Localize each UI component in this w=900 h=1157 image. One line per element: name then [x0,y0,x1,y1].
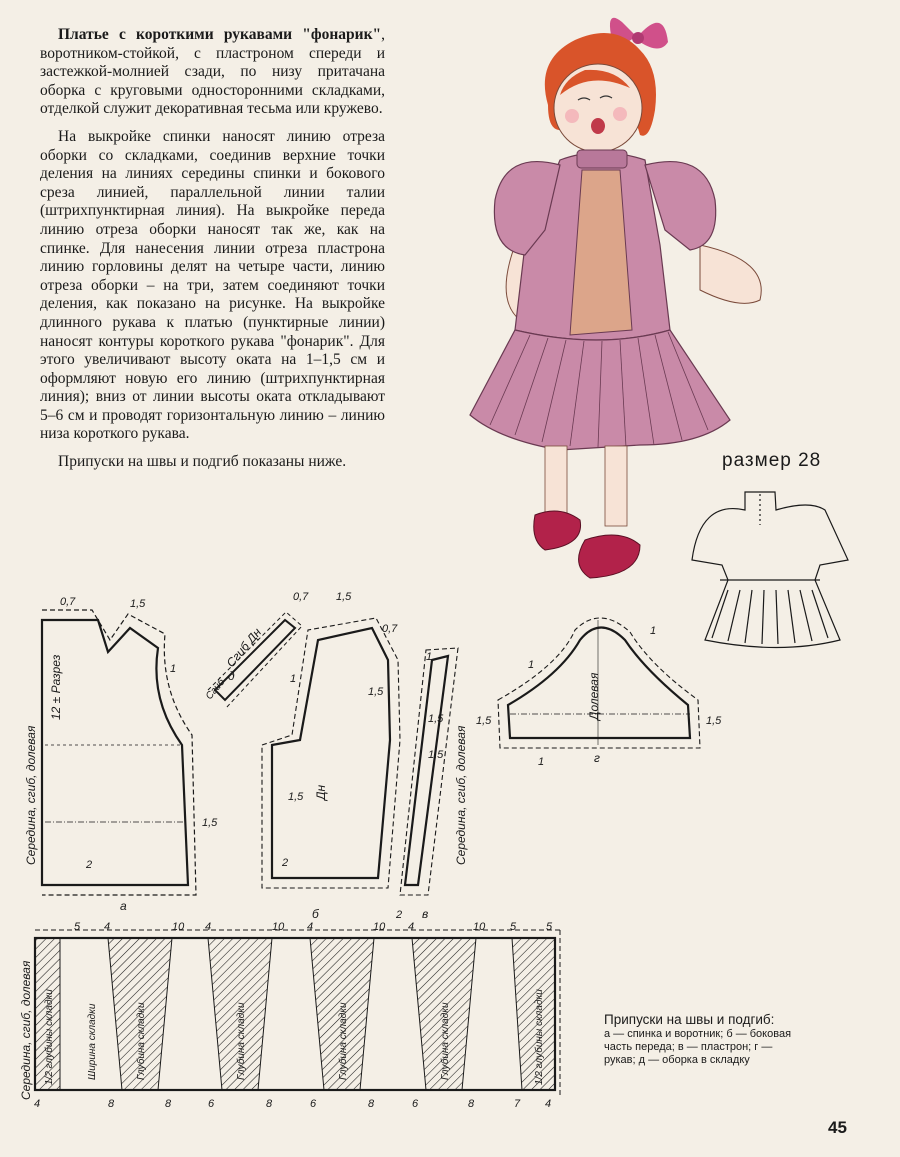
allowance-15-front-top: 1,5 [336,591,352,603]
ruffle-top-num: 4 [104,921,111,933]
slit-label: 12 ± Разрез [49,654,63,720]
ruffle-top-num: 4 [408,921,415,933]
allowance-15-plastron-2: 1,5 [428,749,444,761]
allowance-1-sleeve-right: 1 [650,625,657,637]
allowance-2-plastron: 2 [396,909,403,921]
piece-letter-v: в [422,907,429,921]
allowance-15-front-side: 1,5 [368,686,384,698]
ruffle-top-num: 5 [546,921,553,933]
size-label: размер 28 [722,450,822,471]
ruffle-top-num: 5 [510,921,517,933]
ruffle-bottom-num: 8 [468,1098,475,1110]
ruffle-top-num: 4 [307,921,314,933]
ruffle-top-num: 5 [74,921,81,933]
article-para-3: Припуски на швы и подгиб показаны ниже. [58,453,347,471]
ruffle-bottom-num: 8 [108,1098,115,1110]
collar-fold-label-2: Сгиб [203,676,228,702]
allowance-2-front: 2 [282,857,289,869]
ruffle-bottom-numbers [34,1098,551,1110]
ruffle-top-numbers [74,921,553,933]
piece-letter-d: д [228,669,235,683]
figure-caption [604,1013,794,1067]
plastron-fold-label: Середина, сгиб, долевая [454,725,468,865]
pattern-piece-plastron [400,648,458,895]
caption-title: Припуски на швы и подгиб: [604,1012,775,1027]
allowance-1-back: 1 [170,663,177,675]
sleeve-grain-label: Долевая [587,672,601,720]
allowance-07-back: 0,7 [60,596,76,608]
allowance-1-sleeve-bottom: 1 [538,756,545,768]
ruffle-top-num: 10 [373,921,386,933]
ruffle-bottom-num: 6 [412,1098,419,1110]
ruffle-half-depth-label-left: 1/2 глубины складки [44,989,55,1085]
ruffle-depth-label-4: Глубина складки [440,1002,451,1080]
ruffle-half-depth-label-right: 1/2 глубины складки [534,989,545,1085]
ruffle-bottom-num: 8 [368,1098,375,1110]
piece-letter-b: б [312,907,319,921]
piece-letter-a: а [120,899,127,913]
page-number: 45 [828,1118,847,1137]
article-para-2: На выкройке спинки наносят линию отреза оборки со складками, соединив верхние точки деления на линиях середины спинки и бокового среза линией, параллельной линии талии (штрихпунктирная линия). На выкройке переда линию отреза оборки наносят так же, как на спинке. Для нанесения линии отреза пластрона линию горловины делят на четыре части, линию отреза оборки – на три, затем соединяют точки деления, как показано на рисунке. На выкройке длинного рукава к платью (пунктирные линии) наносят контуры короткого рукава "фонарик". Для этого увеличивают высоту оката на 1–1,5 см и оформляют новую его линию (штрихпунктирная линия); вниз от линии высоты оката откладывают 5–6 см и проводят горизонтальную линию – линию низа короткого рукава. [40,127,385,443]
ruffle-top-num: 10 [172,921,185,933]
allowance-1-front: 1 [290,673,297,685]
allowance-15-front-centre: 1,5 [288,791,304,803]
pattern-piece-side-front [262,618,400,888]
allowance-07-collar: 0,7 [293,591,309,603]
allowance-15-back-side: 1,5 [202,817,218,829]
ruffle-bottom-num: 4 [545,1098,552,1110]
ruffle-depth-label-3: Глубина складки [338,1002,349,1080]
ruffle-bottom-num: 8 [266,1098,273,1110]
ruffle-width-label: Ширина складки [87,1003,98,1080]
ruffle-depth-label-2: Глубина складки [236,1002,247,1080]
pattern-piece-back [42,610,196,895]
pattern-piece-collar [208,612,302,708]
article-lead-rest: , воротником-стойкой, с пластроном спереди и застежкой-молнией сзади, по низу притачана оборка с круговыми односторонними складками, отделкой служит декоративная тесьма или кружево. [40,26,385,118]
ruffle-top-num: 10 [473,921,486,933]
allowance-1-sleeve-left: 1 [528,659,535,671]
article-lead: Платье с короткими рукавами "фонарик" [58,26,382,43]
caption-body: а — спинка и воротник; б — боковая часть переда; в — пластрон; г — рукав; д — оборка в складку [604,1028,792,1066]
allowance-15-sleeve-left: 1,5 [476,715,492,727]
ruffle-bottom-num: 7 [514,1098,521,1110]
collar-fold-label: Сгиб Дн [223,625,265,670]
piece-letter-g: г [594,751,600,765]
allowance-1-plastron-top: 1 [426,651,433,663]
allowance-2-back: 2 [86,859,93,871]
back-fold-label: Середина, сгиб, долевая [24,725,38,865]
allowance-15-sleeve-right: 1,5 [706,715,722,727]
allowance-07-front: 0,7 [382,623,398,635]
ruffle-bottom-num: 6 [208,1098,215,1110]
ruffle-bottom-num: 8 [165,1098,172,1110]
dn-label: Дн [314,784,328,800]
ruffle-bottom-num: 6 [310,1098,317,1110]
ruffle-bottom-num: 4 [34,1098,41,1110]
ruffle-fold-label: Середина, сгиб, долевая [19,960,33,1100]
ruffle-top-num: 4 [205,921,212,933]
ruffle-depth-label-1: Глубина складки [136,1002,147,1080]
allowance-15-back: 1,5 [130,598,146,610]
allowance-15-plastron-1: 1,5 [428,713,444,725]
ruffle-top-num: 10 [272,921,285,933]
